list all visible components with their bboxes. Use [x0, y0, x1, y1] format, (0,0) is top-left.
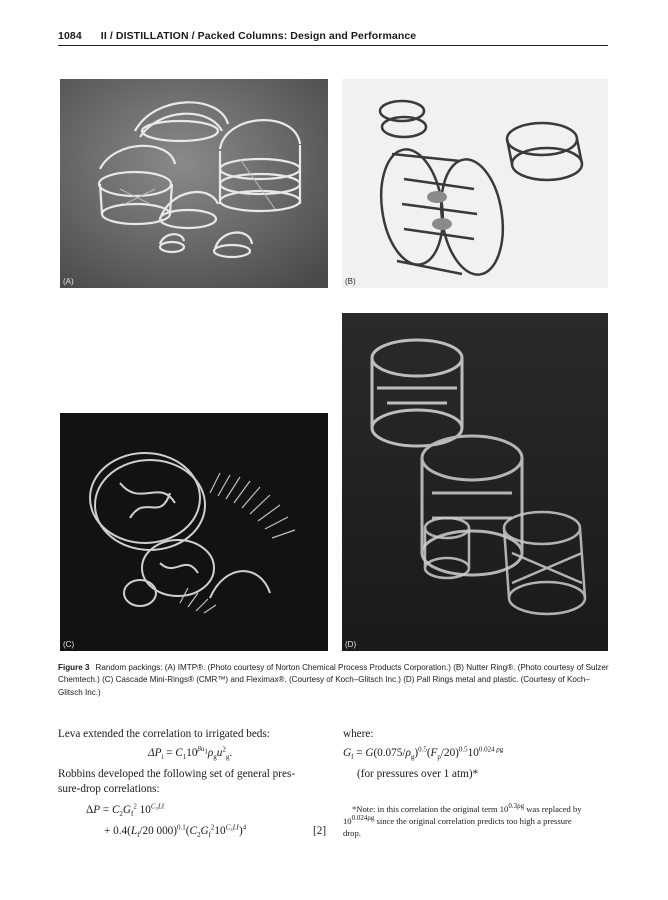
footnote-cont: $10^{0.024\rho g}$ since the original correlation predicts too high a pressure [343, 814, 572, 826]
left-para-1: Leva extended the correlation to irrigated beds: [58, 728, 270, 740]
photo-panel-b [342, 79, 608, 288]
equation-gf: $G_f = G(0.075/\rho_g)^{0.5}(F_p/20)^{0.5}10^{0.024 \rho g}$ [343, 745, 504, 762]
left-para-2: Robbins developed the following set of general pres- [58, 768, 296, 780]
header-rule [58, 45, 608, 46]
panel-label-a: (A) [63, 277, 74, 286]
pall-rings-photo [342, 313, 608, 651]
where-label: where: [343, 728, 374, 740]
footnote: *Note: in this correlation the original term $10^{0.3\rho g}$ was replaced by [352, 802, 582, 814]
running-header [58, 30, 416, 42]
footnote-line3: drop. [343, 828, 361, 838]
nutter-ring-photo [342, 79, 608, 288]
footnote-line2: since the original correlation predicts too high a pressure [374, 816, 572, 826]
left-para-2b: sure-drop correlations: [58, 783, 160, 795]
photo-panel-a [60, 79, 328, 288]
caption-label: Figure 3 [58, 663, 90, 672]
imtp-packing-photo [60, 79, 328, 288]
equation-robbins-line1: $\Delta P = C_2G_f^2$ $10^{C_3Lf}$ [86, 802, 165, 819]
caption-text: Random packings: (A) IMTP®. (Photo courtesy of Norton Chemical Process Products Corporation.) (B) Nutter Ring®. (Photo courtesy of Sulzer Chemtech.) (C) Cascade Mini-Rings® (CMR™) and Fleximax®. (Courtesy of Koch–Glitsch Inc.) (D) Pall Rings metal and plastic. (Courtesy of Koch–Glitsch Inc.) [58, 663, 609, 697]
equation-number: [2] [313, 825, 327, 837]
photo-panel-c [60, 413, 328, 651]
footnote-line1-end: was replaced by [524, 804, 582, 814]
equation-leva: $\Delta P_i = C_110^{\beta u_1}\rho_gu^2_g$. [148, 745, 233, 762]
pressure-condition: (for pressures over 1 atm)* [357, 768, 479, 780]
panel-label-b: (B) [345, 277, 356, 286]
equation-robbins-line2: + $0.4(L_f/20$ $000)^{0.1}(C_2G_f^210^{C_3Lf})^4$ [104, 823, 247, 840]
panel-label-d: (D) [345, 640, 357, 649]
figure-caption [58, 662, 610, 699]
panel-label-c: (C) [63, 640, 75, 649]
footnote-line1: *Note: in this correlation the original term 10 [352, 804, 509, 814]
page-number: 1084 [58, 30, 82, 42]
photo-panel-d [342, 313, 608, 651]
running-title: II / DISTILLATION / Packed Columns: Design and Performance [100, 30, 417, 42]
cascade-mini-rings-photo [60, 413, 328, 651]
